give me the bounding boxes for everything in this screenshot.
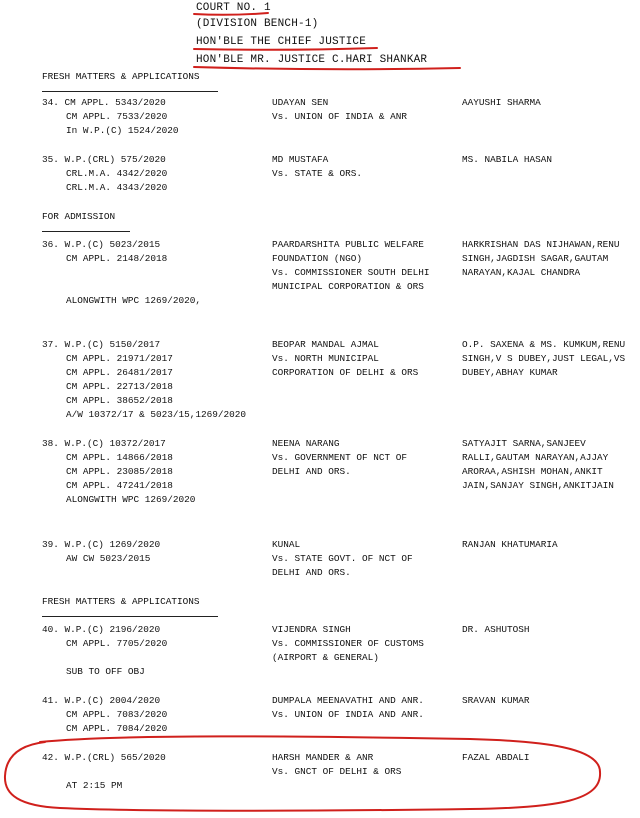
advocate: DUBEY,ABHAY KUMAR [462, 367, 558, 378]
bench-label: (DIVISION BENCH-1) [196, 18, 319, 30]
party-respondent: MUNICIPAL CORPORATION & ORS [272, 281, 424, 292]
party-petitioner: DUMPALA MEENAVATHI AND ANR. [272, 695, 424, 706]
case-number: 35. W.P.(CRL) 575/2020 [42, 154, 166, 165]
section-title: FOR ADMISSION [42, 211, 116, 222]
section-title: FRESH MATTERS & APPLICATIONS [42, 71, 200, 82]
party-respondent: Vs. STATE GOVT. OF NCT OF [272, 553, 413, 564]
party-petitioner: PAARDARSHITA PUBLIC WELFARE [272, 239, 424, 250]
advocate: FAZAL ABDALI [462, 752, 530, 763]
case-line: CM APPL. 47241/2018 [66, 480, 173, 491]
judge-chief-justice: HON'BLE THE CHIEF JUSTICE [196, 36, 367, 48]
section-underline [42, 616, 218, 617]
party-respondent: Vs. STATE & ORS. [272, 168, 363, 179]
case-number: 34. CM APPL. 5343/2020 [42, 97, 166, 108]
advocate: RALLI,GAUTAM NARAYAN,AJJAY [462, 452, 609, 463]
advocate: RANJAN KHATUMARIA [462, 539, 558, 550]
advocate: NARAYAN,KAJAL CHANDRA [462, 267, 581, 278]
case-note: AT 2:15 PM [66, 780, 123, 791]
party-petitioner: MD MUSTAFA [272, 154, 329, 165]
case-line: CM APPL. 7705/2020 [66, 638, 168, 649]
advocate: SRAVAN KUMAR [462, 695, 530, 706]
case-line: CM APPL. 7084/2020 [66, 723, 168, 734]
advocate: HARKRISHAN DAS NIJHAWAN,RENU [462, 239, 620, 250]
advocate: SINGH,JAGDISH SAGAR,GAUTAM [462, 253, 609, 264]
case-note: ALONGWITH WPC 1269/2020, [66, 295, 202, 306]
case-number: 41. W.P.(C) 2004/2020 [42, 695, 161, 706]
case-line: ALONGWITH WPC 1269/2020 [66, 494, 196, 505]
party-respondent: DELHI AND ORS. [272, 567, 351, 578]
case-line: CM APPL. 21971/2017 [66, 353, 173, 364]
case-number: 36. W.P.(C) 5023/2015 [42, 239, 161, 250]
case-note: SUB TO OFF OBJ [66, 666, 145, 677]
section-underline [42, 231, 130, 232]
judge-second: HON'BLE MR. JUSTICE C.HARI SHANKAR [196, 54, 428, 66]
case-line: CM APPL. 38652/2018 [66, 395, 173, 406]
case-line: CRL.M.A. 4342/2020 [66, 168, 168, 179]
advocate: MS. NABILA HASAN [462, 154, 553, 165]
party-respondent: DELHI AND ORS. [272, 466, 351, 477]
advocate: O.P. SAXENA & MS. KUMKUM,RENU [462, 339, 626, 350]
case-line: CM APPL. 23085/2018 [66, 466, 173, 477]
party-petitioner: HARSH MANDER & ANR [272, 752, 374, 763]
party-respondent: Vs. GNCT OF DELHI & ORS [272, 766, 402, 777]
party-petitioner: KUNAL [272, 539, 301, 550]
party-respondent: Vs. COMMISSIONER SOUTH DELHI [272, 267, 430, 278]
case-line: CM APPL. 22713/2018 [66, 381, 173, 392]
case-line: CM APPL. 2148/2018 [66, 253, 168, 264]
advocate: AAYUSHI SHARMA [462, 97, 541, 108]
party-petitioner: FOUNDATION (NGO) [272, 253, 363, 264]
case-line: CM APPL. 7083/2020 [66, 709, 168, 720]
case-line: CM APPL. 14866/2018 [66, 452, 173, 463]
party-respondent: Vs. UNION OF INDIA AND ANR. [272, 709, 424, 720]
case-number: 40. W.P.(C) 2196/2020 [42, 624, 161, 635]
case-number: 42. W.P.(CRL) 565/2020 [42, 752, 166, 763]
case-number: 37. W.P.(C) 5150/2017 [42, 339, 161, 350]
party-respondent: Vs. UNION OF INDIA & ANR [272, 111, 408, 122]
party-respondent: Vs. NORTH MUNICIPAL [272, 353, 379, 364]
section-title: FRESH MATTERS & APPLICATIONS [42, 596, 200, 607]
case-line: A/W 10372/17 & 5023/15,1269/2020 [66, 409, 247, 420]
advocate: SATYAJIT SARNA,SANJEEV [462, 438, 586, 449]
advocate: JAIN,SANJAY SINGH,ANKITJAIN [462, 480, 614, 491]
party-petitioner: UDAYAN SEN [272, 97, 329, 108]
court-number: COURT NO. 1 [196, 2, 271, 14]
advocate: SINGH,V S DUBEY,JUST LEGAL,VS [462, 353, 626, 364]
case-line: CM APPL. 26481/2017 [66, 367, 173, 378]
case-line: CM APPL. 7533/2020 [66, 111, 168, 122]
party-respondent: Vs. GOVERNMENT OF NCT OF [272, 452, 408, 463]
party-respondent: Vs. COMMISSIONER OF CUSTOMS [272, 638, 424, 649]
party-respondent: (AIRPORT & GENERAL) [272, 652, 379, 663]
party-petitioner: VIJENDRA SINGH [272, 624, 351, 635]
advocate: ARORAA,ASHISH MOHAN,ANKIT [462, 466, 603, 477]
case-line: In W.P.(C) 1524/2020 [66, 125, 179, 136]
advocate: DR. ASHUTOSH [462, 624, 530, 635]
case-number: 39. W.P.(C) 1269/2020 [42, 539, 161, 550]
party-respondent: CORPORATION OF DELHI & ORS [272, 367, 419, 378]
case-line: CRL.M.A. 4343/2020 [66, 182, 168, 193]
party-petitioner: NEENA NARANG [272, 438, 340, 449]
case-line: AW CW 5023/2015 [66, 553, 151, 564]
section-underline [42, 91, 218, 92]
case-number: 38. W.P.(C) 10372/2017 [42, 438, 166, 449]
party-petitioner: BEOPAR MANDAL AJMAL [272, 339, 379, 350]
